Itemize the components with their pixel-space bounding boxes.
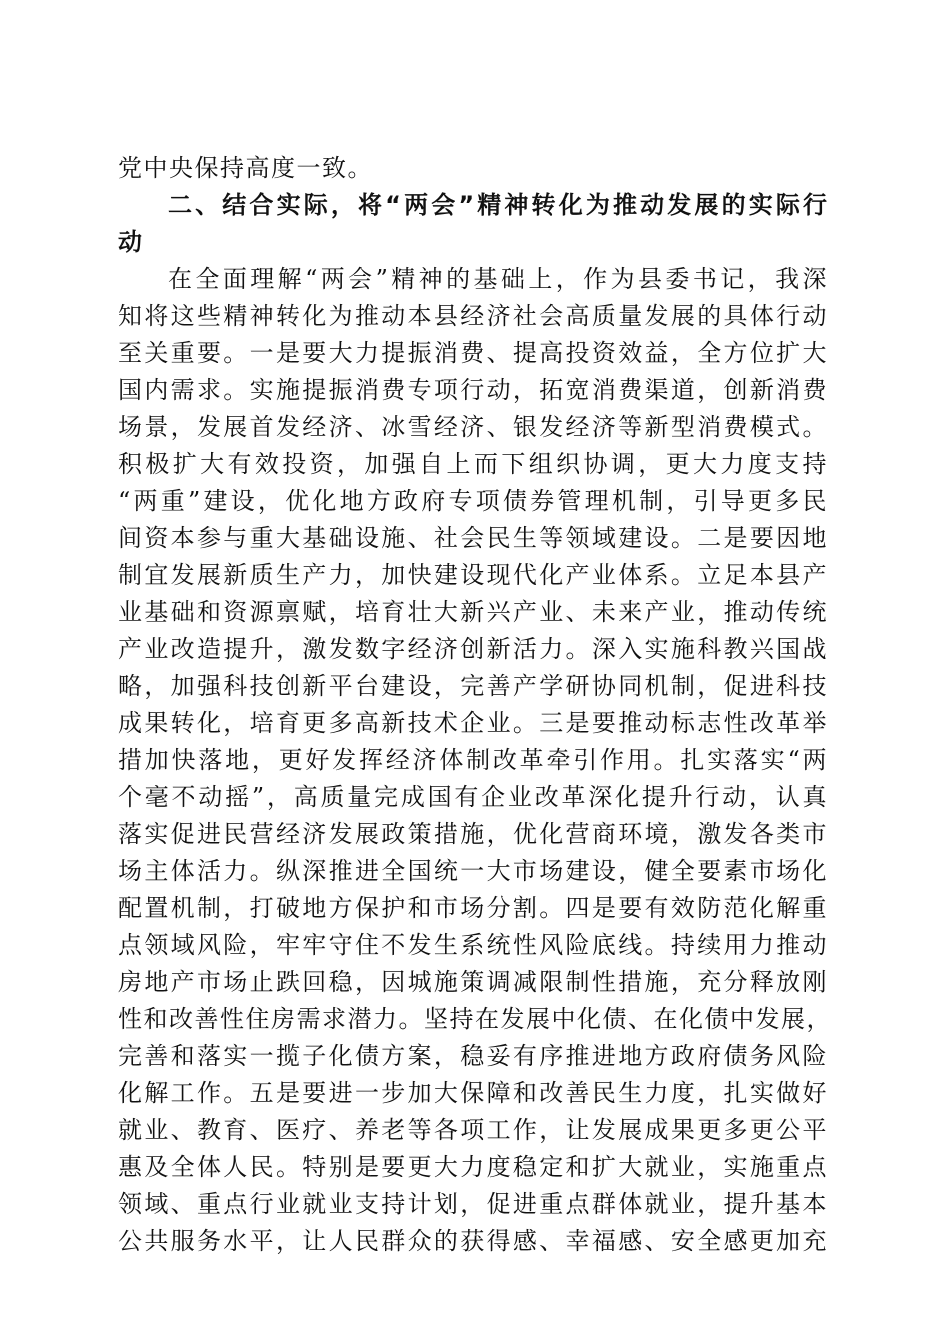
previous-paragraph-tail: 党中央保持高度一致。 — [118, 154, 373, 182]
paragraph-line: 惠及全体人民。特别是要更大力度稳定和扩大就业，实施重点 — [118, 1153, 828, 1181]
section-heading-line-1: 二、结合实际，将“两会”精神转化为推动发展的实际行 — [168, 191, 828, 219]
paragraph-line: 场景，发展首发经济、冰雪经济、银发经济等新型消费模式。 — [118, 413, 828, 441]
paragraph-line: 知将这些精神转化为推动本县经济社会高质量发展的具体行动 — [118, 302, 828, 330]
paragraph-line: 积极扩大有效投资，加强自上而下组织协调，更大力度支持 — [118, 450, 828, 478]
paragraph-line: 完善和落实一揽子化债方案，稳妥有序推进地方政府债务风险 — [118, 1042, 828, 1070]
paragraph-line: 间资本参与重大基础设施、社会民生等领域建设。二是要因地 — [118, 524, 828, 552]
paragraph-line: “两重”建设，优化地方政府专项债券管理机制，引导更多民 — [118, 487, 828, 515]
paragraph-line: 成果转化，培育更多高新技术企业。三是要推动标志性改革举 — [118, 709, 828, 737]
paragraph-line: 个毫不动摇”，高质量完成国有企业改革深化提升行动，认真 — [118, 783, 828, 811]
paragraph-line: 公共服务水平，让人民群众的获得感、幸福感、安全感更加充 — [118, 1227, 828, 1255]
paragraph-line: 在全面理解“两会”精神的基础上，作为县委书记，我深 — [168, 265, 828, 293]
paragraph-line: 业基础和资源禀赋，培育壮大新兴产业、未来产业，推动传统 — [118, 598, 828, 626]
paragraph-line: 就业、教育、医疗、养老等各项工作，让发展成果更多更公平 — [118, 1116, 828, 1144]
paragraph-line: 制宜发展新质生产力，加快建设现代化产业体系。立足本县产 — [118, 561, 828, 589]
paragraph-line: 点领域风险，牢牢守住不发生系统性风险底线。持续用力推动 — [118, 931, 828, 959]
section-heading-line-2: 动 — [118, 228, 143, 256]
paragraph-line: 措加快落地，更好发挥经济体制改革牵引作用。扎实落实“两 — [118, 746, 828, 774]
document-body — [118, 150, 832, 1260]
paragraph-line: 至关重要。一是要大力提振消费、提高投资效益，全方位扩大 — [118, 339, 828, 367]
paragraph-line: 领域、重点行业就业支持计划，促进重点群体就业，提升基本 — [118, 1190, 828, 1218]
paragraph-line: 性和改善性住房需求潜力。坚持在发展中化债、在化债中发展， — [118, 1005, 832, 1033]
paragraph-line: 配置机制，打破地方保护和市场分割。四是要有效防范化解重 — [118, 894, 828, 922]
paragraph-line: 产业改造提升，激发数字经济创新活力。深入实施科教兴国战 — [118, 635, 828, 663]
paragraph-line: 场主体活力。纵深推进全国统一大市场建设，健全要素市场化 — [118, 857, 828, 885]
paragraph-line: 落实促进民营经济发展政策措施，优化营商环境，激发各类市 — [118, 820, 828, 848]
paragraph-line: 化解工作。五是要进一步加大保障和改善民生力度，扎实做好 — [118, 1079, 828, 1107]
paragraph-line: 略，加强科技创新平台建设，完善产学研协同机制，促进科技 — [118, 672, 828, 700]
paragraph-line: 房地产市场止跌回稳，因城施策调减限制性措施，充分释放刚 — [118, 968, 828, 996]
paragraph-line: 国内需求。实施提振消费专项行动，拓宽消费渠道，创新消费 — [118, 376, 828, 404]
